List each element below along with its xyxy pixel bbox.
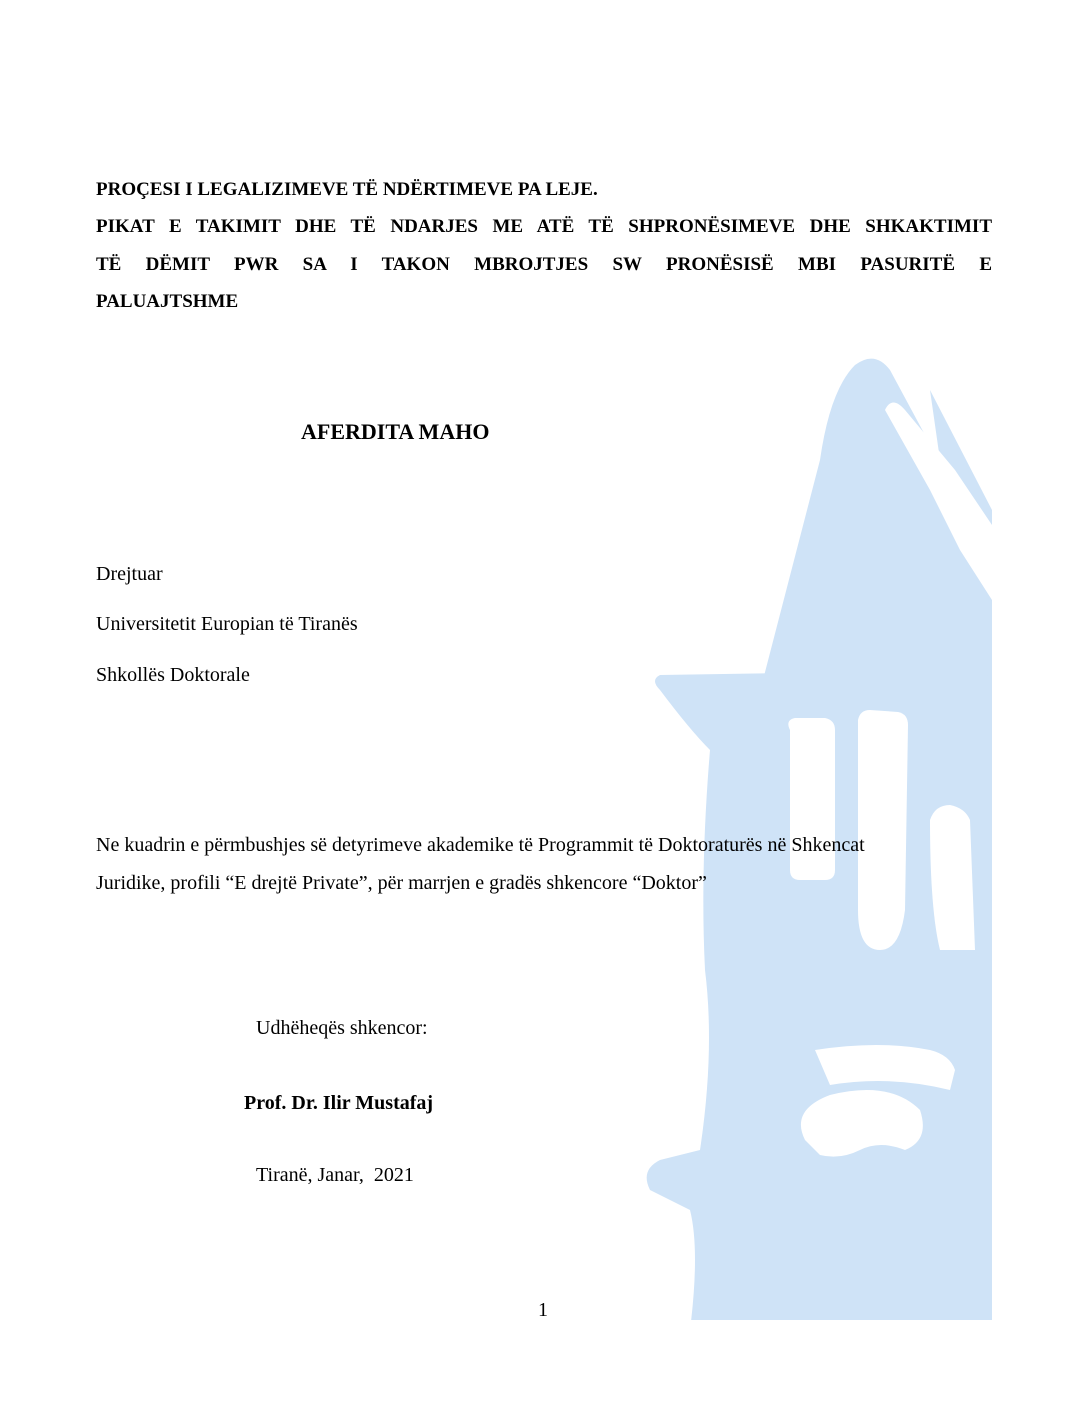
addressed-label: Drejtuar bbox=[96, 563, 163, 585]
title-line-3: TË DËMIT PWR SA I TAKON MBROJTJES SW PRONËSISË MBI PASURITË E bbox=[96, 254, 992, 275]
supervisor-label: Udhëheqës shkencor: bbox=[256, 1017, 428, 1039]
supervisor-name: Prof. Dr. Ilir Mustafaj bbox=[244, 1092, 434, 1114]
title-line-4: PALUAJTSHME bbox=[96, 291, 239, 312]
title-line-1: PROÇESI I LEGALIZIMEVE TË NDËRTIMEVE PA LEJE. bbox=[96, 179, 598, 200]
title-line-2: PIKAT E TAKIMIT DHE TË NDARJES ME ATË TË SHPRONËSIMEVE DHE SHKAKTIMIT bbox=[96, 216, 992, 237]
author-name: AFERDITA MAHO bbox=[301, 419, 490, 444]
place-date: Tiranë, Janar, 2021 bbox=[256, 1164, 414, 1186]
purpose-line-2: Juridike, profili “E drejtë Private”, për marrjen e gradës shkencore “Doktor” bbox=[96, 872, 707, 894]
purpose-line-1: Ne kuadrin e përmbushjes së detyrimeve akademike të Programmit të Doktoraturës në Shkencat bbox=[96, 834, 865, 856]
school-name: Shkollës Doktorale bbox=[96, 664, 250, 686]
university-name: Universitetit Europian të Tiranës bbox=[96, 613, 358, 635]
page-number: 1 bbox=[538, 1299, 548, 1321]
